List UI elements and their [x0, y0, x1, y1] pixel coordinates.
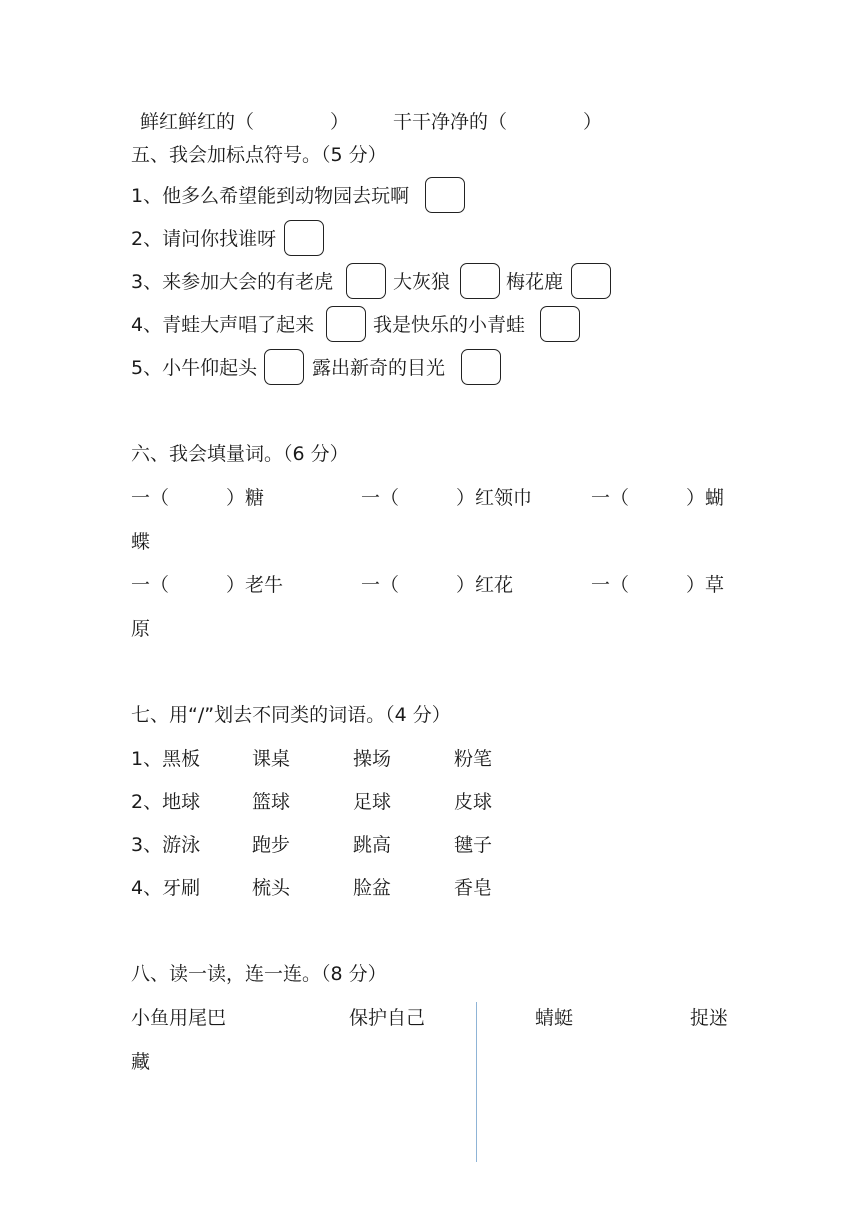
punct-line-4-part-1: 4、青蛙大声唱了起来: [131, 314, 315, 336]
punct-line-3-part-3: 梅花鹿: [506, 271, 564, 293]
section-6-title: 六、我会填量词。（6 分）: [131, 443, 349, 465]
word-3-2: 跑步: [252, 834, 291, 856]
measure-word-item: 一（ ）蝴: [591, 487, 725, 509]
word-1-3: 操场: [353, 748, 392, 770]
measure-word-wrap: 蝶: [131, 531, 151, 553]
measure-word-item: 一（ ）红领巾: [361, 487, 533, 509]
measure-word-item: 一（ ）草: [591, 574, 725, 596]
word-3-3: 跳高: [353, 834, 392, 856]
measure-word-wrap: 原: [131, 618, 151, 640]
word-2-4: 皮球: [454, 791, 493, 813]
match-wrap: 藏: [131, 1051, 151, 1073]
punctuation-box[interactable]: [284, 220, 324, 256]
punctuation-box[interactable]: [425, 177, 465, 213]
word-4-2: 梳头: [252, 877, 291, 899]
punct-line-4-part-2: 我是快乐的小青蛙: [373, 314, 526, 336]
punctuation-box[interactable]: [460, 263, 500, 299]
word-1-4: 粉笔: [454, 748, 493, 770]
punct-line-1: 1、他多么希望能到动物园去玩啊: [131, 185, 410, 207]
fill-item-xianhong: 鲜红鲜红的（ ）: [140, 111, 350, 133]
word-3-1: 3、游泳: [131, 834, 201, 856]
match-right-1: 蜻蜓: [535, 1007, 574, 1029]
word-4-1: 4、牙刷: [131, 877, 201, 899]
measure-word-item: 一（ ）红花: [361, 574, 514, 596]
word-3-4: 毽子: [454, 834, 493, 856]
word-4-4: 香皂: [454, 877, 493, 899]
punctuation-box[interactable]: [264, 349, 304, 385]
divider-line: [476, 1002, 477, 1162]
word-2-1: 2、地球: [131, 791, 201, 813]
word-1-1: 1、黑板: [131, 748, 201, 770]
punctuation-box[interactable]: [540, 306, 580, 342]
section-5-title: 五、我会加标点符号。（5 分）: [131, 144, 387, 166]
fill-item-ganganjingjing: 干干净净的（ ）: [393, 111, 603, 133]
measure-word-item: 一（ ）老牛: [131, 574, 284, 596]
punctuation-box[interactable]: [461, 349, 501, 385]
section-7-title: 七、用“/”划去不同类的词语。（4 分）: [131, 704, 451, 726]
punctuation-box[interactable]: [571, 263, 611, 299]
punct-line-5-part-1: 5、小牛仰起头: [131, 357, 258, 379]
match-right-2: 捉迷: [690, 1007, 729, 1029]
match-left-2: 保护自己: [349, 1007, 426, 1029]
measure-word-item: 一（ ）糖: [131, 487, 265, 509]
punct-line-3-part-1: 3、来参加大会的有老虎: [131, 271, 334, 293]
punctuation-box[interactable]: [326, 306, 366, 342]
word-4-3: 脸盆: [353, 877, 392, 899]
punct-line-3-part-2: 大灰狼: [393, 271, 451, 293]
word-2-3: 足球: [353, 791, 392, 813]
word-1-2: 课桌: [252, 748, 291, 770]
punctuation-box[interactable]: [346, 263, 386, 299]
punct-line-5-part-2: 露出新奇的目光: [312, 357, 446, 379]
punct-line-2: 2、请问你找谁呀: [131, 228, 277, 250]
match-left-1: 小鱼用尾巴: [131, 1007, 227, 1029]
section-8-title: 八、读一读，连一连。（8 分）: [131, 963, 387, 985]
word-2-2: 篮球: [252, 791, 291, 813]
